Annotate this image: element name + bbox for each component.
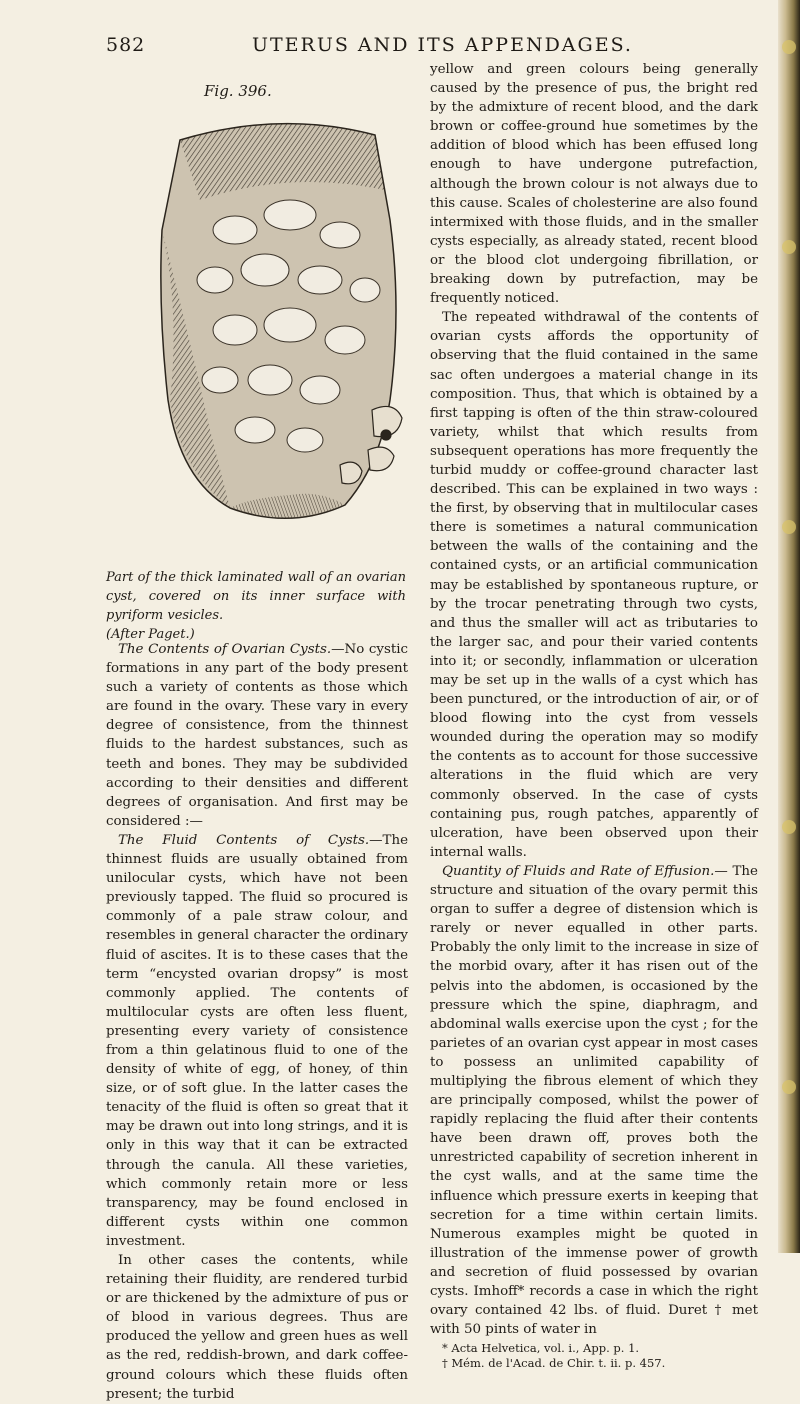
paragraph: yellow and green colours being generally caused by the presence of pus, the bright red by the admixture of recent blood, and the dark brown or coffee-ground hue sometimes by the addition of blood which has been effused long enough to have undergone putrefaction, although the brown colour is not always due to this cause. Scales of cholesterine are also found intermixed with those fluids, and in the smaller cysts especially, as already stated, recent blood or the blood clot undergoing fibrillation, or breaking down by putrefaction, may be frequently noticed. xyxy=(430,62,758,307)
page-number: 582 xyxy=(106,34,146,56)
paragraph xyxy=(430,862,758,1339)
paragraph-text: —The thinnest fluids are usually obtained from unilocular cysts, which have not been previously tapped. The fluid so procured is commonly of a pale straw colour, and resembles in general character the ordinary fluid of ascites. It is to these cases that the term “encysted ovarian dropsy” is most commonly applied. The contents of multilocular cysts are often less fluent, presenting every variety of consistence from a thin gelatinous fluid to one of the density of white of egg, of honey, of thin size, or of soft glue. In the latter cases the tenacity of the fluid is often so great that it may be drawn out into long strings, and it is only in this way that it can be extracted through the canula. All these varieties, which commonly retain more or less transparency, may be found enclosed in different cysts within one common investment. xyxy=(106,832,408,1249)
edge-stain xyxy=(782,240,796,254)
footnote: * Acta Helvetica, vol. i., App. p. 1. xyxy=(442,1341,640,1356)
caption-text: Part of the thick laminated wall of an ovarian cyst, covered on its inner surface with pyriform vesicles. xyxy=(106,570,406,623)
section-heading: Quantity of Fluids and Rate of Effusion. xyxy=(442,863,715,879)
right-column xyxy=(430,60,758,1371)
edge-stain xyxy=(782,820,796,834)
ovarian-cyst-illustration xyxy=(140,110,420,535)
figure xyxy=(140,76,420,546)
paragraph xyxy=(106,831,408,1251)
edge-stain xyxy=(782,1080,796,1094)
caption-credit: (After Paget.) xyxy=(106,627,195,642)
section-heading: The Contents of Ovarian Cysts. xyxy=(118,642,332,657)
left-column xyxy=(106,640,408,1404)
page-header xyxy=(106,34,776,60)
paragraph: The repeated withdrawal of the contents of ovarian cysts affords the opportunity of observing that the fluid contained in the same sac often undergoes a material change in its composition. Thus, that which is obtained by a first tapping is often of the thin straw-coloured variety, whilst that which results from subsequent operations has more frequently the turbid muddy or coffee-ground character last described. This can be explained in two ways : the first, by observing that in multilocular cases there is sometimes a natural communication between the walls of the containing and the contained cysts, or an artificial communication may be established by spontaneous rupture, or by the trocar penetrating through two cysts, and thus the smaller will act as tributaries to the larger sac, and pour their varied contents into it; or secondly, inflammation or ulceration may be set up in the walls of a cyst which has been punctured, or the introduction of air, or of blood flowing into the cyst from vessels wounded during the operation may so modify the contents as to account for those successive alterations in the fluid which are very commonly observed. In the case of cysts containing pus, rough patches, apparently of ulceration, have been observed upon their internal walls. xyxy=(430,310,758,860)
footnote: † Mém. de l'Acad. de Chir. t. ii. p. 457. xyxy=(442,1356,666,1371)
paragraph-text: — The structure and situation of the ovary permit this organ to suffer a degree of distension which is rarely or never equalled in other parts. Probably the only limit to the increase in size of the morbid ovary, after it has risen out of the pelvis into the abdomen, is occasioned by the pressure which the spine, diaphragm, and abdominal walls exercise upon the cyst ; for the parietes of an ovarian cyst appear in most cases to possess an unlimited capability of multiplying the fibrous element of which they are principally composed, whilst the power of rapidly replacing the fluid after their contents have been drawn off, proves both the unrestricted capability of secretion inherent in the cyst walls, and at the same time the influence which pressure exerts in keeping that secretion for a time within certain limits. Numerous examples might be quoted in illustration of the immense power of growth and secretion of fluid possessed by ovarian cysts. Imhoff* records a case in which the right ovary contained 42 lbs. of fluid. Duret † met with 50 pints of water in xyxy=(430,863,758,1338)
paragraph: In other cases the contents, while retaining their fluidity, are rendered turbid or are thickened by the admixture of pus or of blood in various degrees. Thus are produced the yellow and green hues as well as the red, reddish-brown, and dark coffee-ground colours which these fluids often present; the turbid xyxy=(106,1253,408,1402)
running-head: UTERUS AND ITS APPENDAGES. xyxy=(252,34,633,56)
paragraph xyxy=(106,640,408,831)
edge-stain xyxy=(782,40,796,54)
figure-label: Fig. 396. xyxy=(204,82,272,100)
figure-caption xyxy=(106,568,406,644)
paragraph-text: —No cystic formations in any part of the body present such a variety of contents as those which are found in the ovary. These vary in every degree of consistence, from the thinnest fluids to the hardest substances, such as teeth and bones. They may be subdivided according to their densities and different degrees of organisation. And first may be considered :— xyxy=(106,642,408,829)
footnotes xyxy=(430,1341,758,1371)
page-edge xyxy=(778,0,800,1253)
edge-stain xyxy=(782,520,796,534)
section-heading: The Fluid Contents of Cysts. xyxy=(118,832,370,848)
